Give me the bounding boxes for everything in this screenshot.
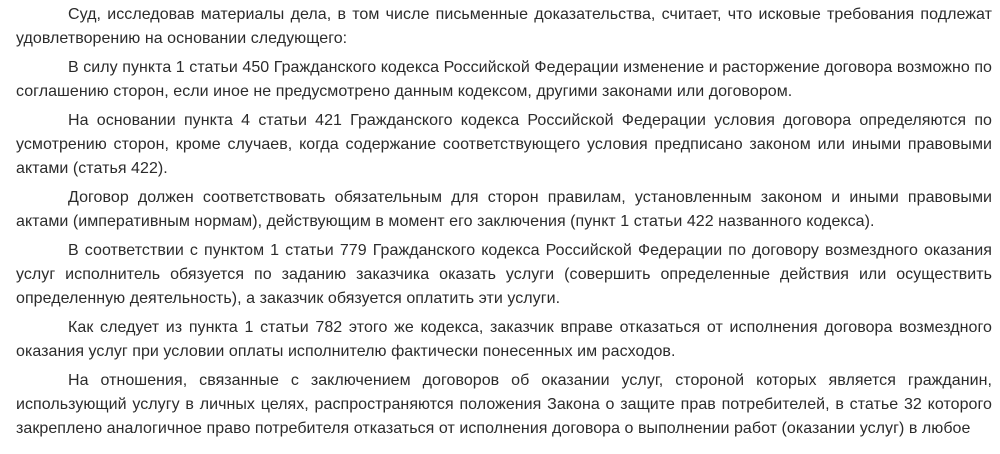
paragraph-article-782: Как следует из пункта 1 статьи 782 этого же кодекса, заказчик вправе отказаться от исполнения договора возмездного оказания услуг при условии оплаты исполнителю фактически понесенных им расходов. (16, 319, 992, 360)
paragraph-article-779: В соответствии с пунктом 1 статьи 779 Гражданского кодекса Российской Федерации по договору возмездного оказания услуг исполнитель обязуется по заданию заказчика оказать услуги (совершить определенные действия или осуществить определенную деятельность), а заказчик обязуется оплатить эти услуги. (16, 242, 992, 307)
paragraph-article-450: В силу пункта 1 статьи 450 Гражданского кодекса Российской Федерации изменение и расторжение договора возможно по соглашению сторон, если иное не предусмотрено данным кодексом, другими законами или договором. (16, 59, 992, 100)
paragraph-article-422: Договор должен соответствовать обязательным для сторон правилам, установленным законом и иными правовыми актами (императивным нормам), действующим в момент его заключения (пункт 1 статьи 422 названного кодекса). (16, 189, 992, 230)
paragraph-court-findings: Суд, исследовав материалы дела, в том числе письменные доказательства, считает, что исковые требования подлежат удовлетворению на основании следующего: (16, 6, 992, 47)
paragraph-consumer-protection: На отношения, связанные с заключением договоров об оказании услуг, стороной которых является гражданин, использующий услугу в личных целях, распространяются положения Закона о защите прав потребителей, в статье 32 которого закреплено аналогичное право потребителя отказаться от исполнения договора о выполнении работ (оказании услуг) в любое (16, 372, 992, 437)
paragraph-article-421: На основании пункта 4 статьи 421 Гражданского кодекса Российской Федерации условия договора определяются по усмотрению сторон, кроме случаев, когда содержание соответствующего условия предписано законом или иными правовыми актами (статья 422). (16, 112, 992, 177)
